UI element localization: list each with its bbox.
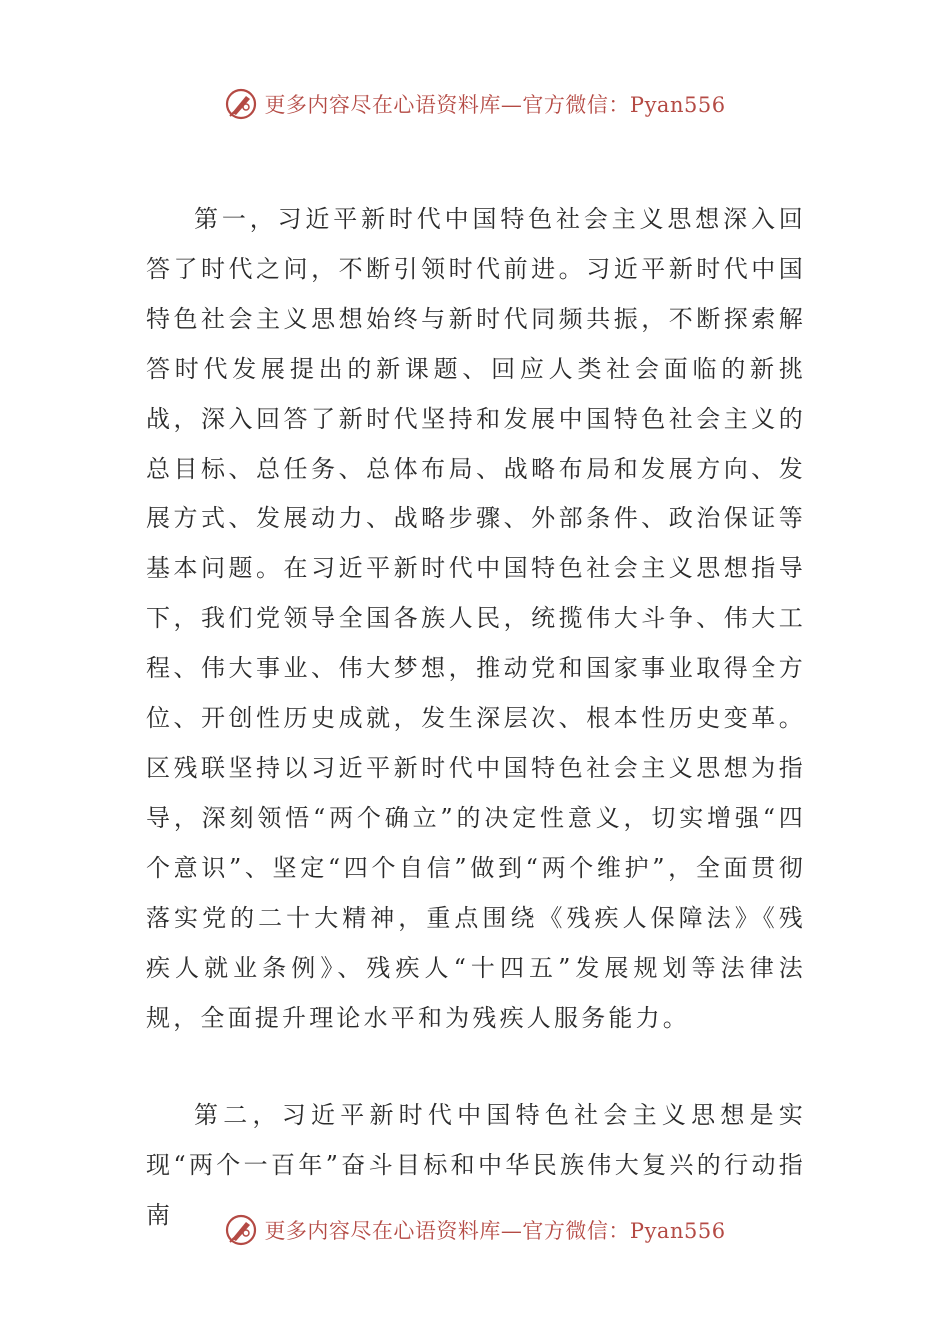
pen-circle-logo-icon bbox=[224, 87, 258, 121]
header-watermark bbox=[0, 84, 950, 124]
watermark-text: 更多内容尽在心语资料库—官方微信：Pyan556 bbox=[264, 93, 726, 117]
pen-circle-logo-icon bbox=[224, 1213, 258, 1247]
watermark-text: 更多内容尽在心语资料库—官方微信：Pyan556 bbox=[264, 1219, 726, 1243]
paragraph-2: 第二，习近平新时代中国特色社会主义思想是实现“两个一百年”奋斗目标和中华民族伟大复兴的行动指南 bbox=[146, 1101, 806, 1230]
paragraph-1: 第一，习近平新时代中国特色社会主义思想深入回答了时代之问，不断引领时代前进。习近平新时代中国特色社会主义思想始终与新时代同频共振，不断探索解答时代发展提出的新课题、回应人类社会面临的新挑战，深入回答了新时代坚持和发展中国特色社会主义的总目标、总任务、总体布局、战略布局和发展方向、发展方式、发展动力、战略步骤、外部条件、政治保证等基本问题。在习近平新时代中国特色社会主义思想指导下，我们党领导全国各族人民，统揽伟大斗争、伟大工程、伟大事业、伟大梦想，推动党和国家事业取得全方位、开创性历史成就，发生深层次、根本性历史变革。区残联坚持以习近平新时代中国特色社会主义思想为指导，深刻领悟“两个确立”的决定性意义，切实增强“四个意识”、坚定“四个自信”做到“两个维护”，全面贯彻落实党的二十大精神，重点围绕《残疾人保障法》《残疾人就业条例》、残疾人“十四五”发展规划等法律法规，全面提升理论水平和为残疾人服务能力。 bbox=[146, 205, 806, 1032]
footer-watermark bbox=[0, 1210, 950, 1250]
document-body bbox=[146, 195, 806, 1241]
